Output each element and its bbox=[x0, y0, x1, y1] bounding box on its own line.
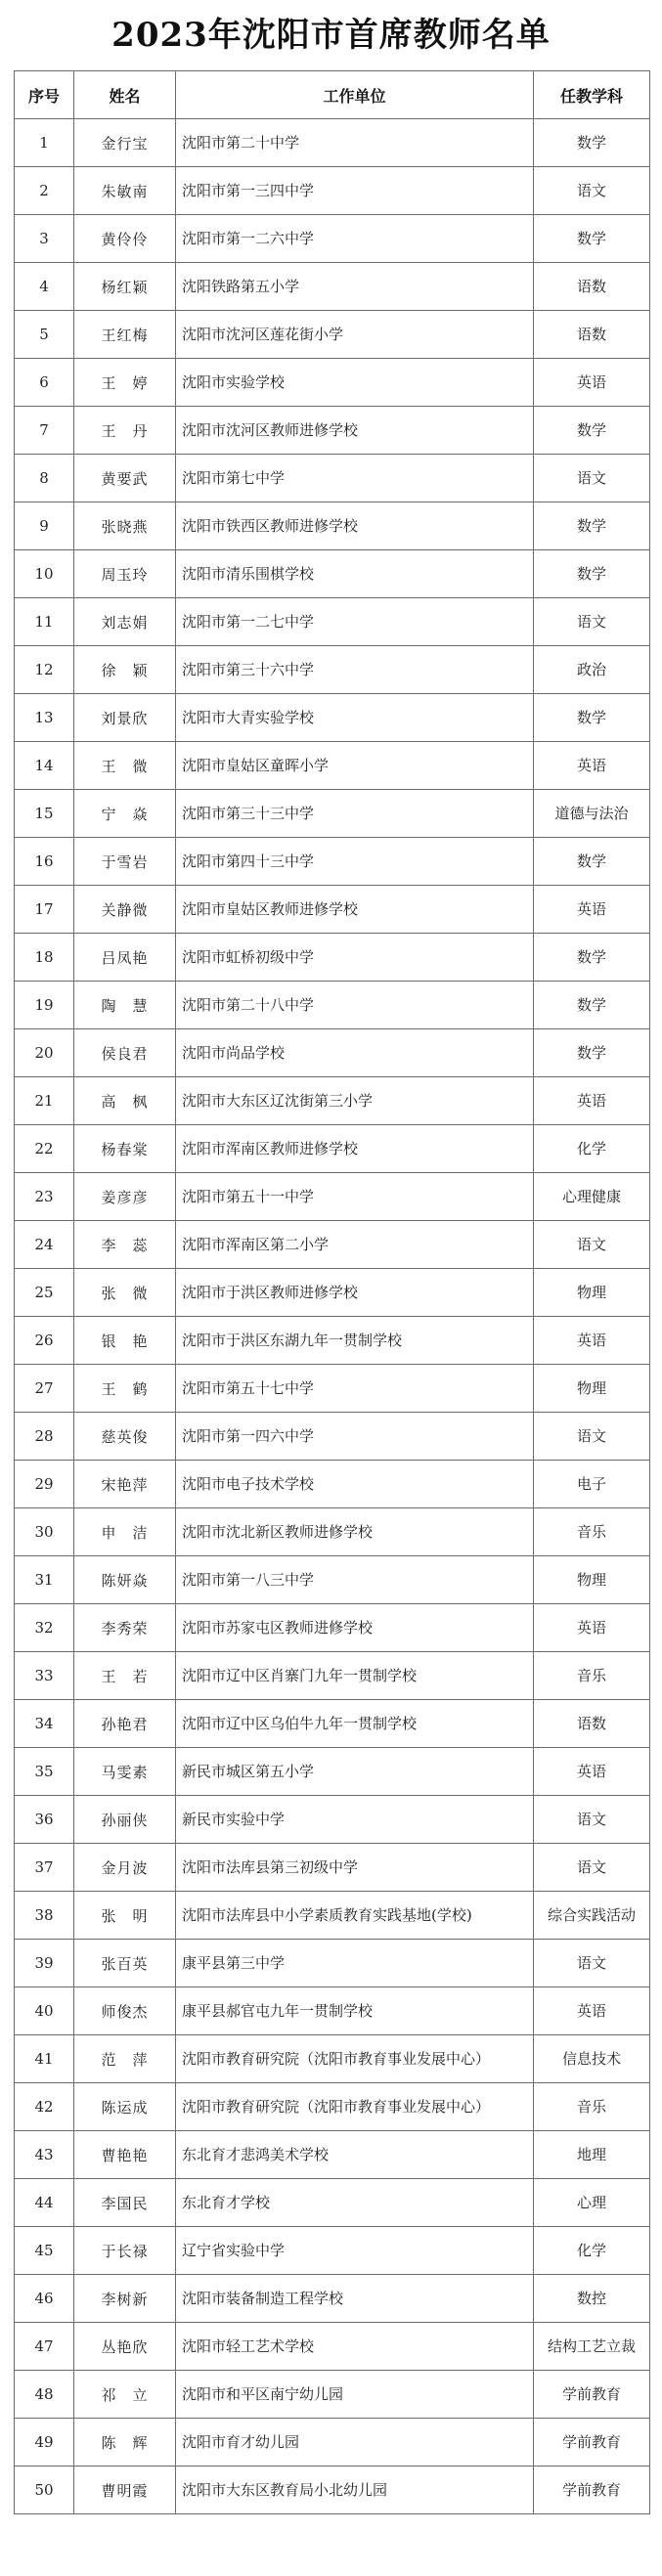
cell-teacher-name: 于长禄 bbox=[74, 2227, 176, 2275]
cell-workplace: 沈阳市轻工艺术学校 bbox=[176, 2323, 534, 2371]
cell-workplace: 沈阳市大青实验学校 bbox=[176, 694, 534, 742]
table-row bbox=[15, 838, 650, 886]
cell-number: 45 bbox=[15, 2227, 74, 2275]
table-row bbox=[15, 455, 650, 502]
cell-teacher-name: 杨春棠 bbox=[74, 1125, 176, 1173]
cell-number: 12 bbox=[15, 646, 74, 694]
cell-teacher-name: 范 萍 bbox=[74, 2035, 176, 2083]
cell-number: 5 bbox=[15, 311, 74, 359]
cell-subject: 化学 bbox=[534, 1125, 650, 1173]
cell-teacher-name: 宁 焱 bbox=[74, 790, 176, 838]
table-row bbox=[15, 1269, 650, 1317]
table-row bbox=[15, 886, 650, 934]
cell-workplace: 东北育才学校 bbox=[176, 2179, 534, 2227]
cell-subject: 数学 bbox=[534, 982, 650, 1029]
cell-number: 19 bbox=[15, 982, 74, 1029]
cell-workplace: 康平县第三中学 bbox=[176, 1940, 534, 1987]
table-row bbox=[15, 790, 650, 838]
cell-number: 49 bbox=[15, 2419, 74, 2467]
cell-number: 22 bbox=[15, 1125, 74, 1173]
cell-number: 17 bbox=[15, 886, 74, 934]
table-body bbox=[15, 119, 650, 2514]
cell-teacher-name: 曹艳艳 bbox=[74, 2131, 176, 2179]
cell-subject: 数学 bbox=[534, 119, 650, 167]
cell-number: 46 bbox=[15, 2275, 74, 2323]
teacher-roster-table bbox=[14, 70, 650, 2514]
cell-teacher-name: 张 微 bbox=[74, 1269, 176, 1317]
cell-subject: 英语 bbox=[534, 1077, 650, 1125]
cell-workplace: 沈阳市第一四六中学 bbox=[176, 1413, 534, 1461]
cell-teacher-name: 周玉玲 bbox=[74, 550, 176, 598]
table-row bbox=[15, 1604, 650, 1652]
table-row bbox=[15, 2227, 650, 2275]
cell-number: 26 bbox=[15, 1317, 74, 1365]
cell-workplace: 沈阳市尚品学校 bbox=[176, 1029, 534, 1077]
cell-teacher-name: 朱敏南 bbox=[74, 167, 176, 215]
cell-subject: 语文 bbox=[534, 598, 650, 646]
cell-teacher-name: 王 丹 bbox=[74, 407, 176, 455]
cell-workplace: 沈阳市第一二六中学 bbox=[176, 215, 534, 263]
cell-number: 10 bbox=[15, 550, 74, 598]
cell-number: 41 bbox=[15, 2035, 74, 2083]
cell-teacher-name: 关静微 bbox=[74, 886, 176, 934]
cell-teacher-name: 徐 颖 bbox=[74, 646, 176, 694]
cell-teacher-name: 金月波 bbox=[74, 1844, 176, 1892]
cell-teacher-name: 陶 慧 bbox=[74, 982, 176, 1029]
cell-subject: 综合实践活动 bbox=[534, 1892, 650, 1940]
cell-workplace: 沈阳市教育研究院（沈阳市教育事业发展中心） bbox=[176, 2083, 534, 2131]
cell-workplace: 沈阳市辽中区肖寨门九年一贯制学校 bbox=[176, 1652, 534, 1700]
cell-workplace: 沈阳市辽中区乌伯牛九年一贯制学校 bbox=[176, 1700, 534, 1748]
table-row bbox=[15, 646, 650, 694]
table-row bbox=[15, 2467, 650, 2514]
table-row bbox=[15, 1652, 650, 1700]
cell-number: 23 bbox=[15, 1173, 74, 1221]
table-row bbox=[15, 742, 650, 790]
cell-workplace: 沈阳市第二十八中学 bbox=[176, 982, 534, 1029]
column-header-subject: 任教学科 bbox=[534, 71, 650, 119]
cell-subject: 语文 bbox=[534, 1221, 650, 1269]
cell-teacher-name: 银 艳 bbox=[74, 1317, 176, 1365]
cell-teacher-name: 张百英 bbox=[74, 1940, 176, 1987]
cell-subject: 数学 bbox=[534, 838, 650, 886]
cell-subject: 英语 bbox=[534, 1604, 650, 1652]
cell-number: 4 bbox=[15, 263, 74, 311]
table-row bbox=[15, 119, 650, 167]
cell-teacher-name: 刘志娟 bbox=[74, 598, 176, 646]
table-row bbox=[15, 2419, 650, 2467]
cell-teacher-name: 李秀荣 bbox=[74, 1604, 176, 1652]
cell-workplace: 沈阳市育才幼儿园 bbox=[176, 2419, 534, 2467]
cell-number: 50 bbox=[15, 2467, 74, 2514]
table-row bbox=[15, 934, 650, 982]
cell-number: 1 bbox=[15, 119, 74, 167]
cell-number: 25 bbox=[15, 1269, 74, 1317]
table-row bbox=[15, 550, 650, 598]
cell-teacher-name: 黄要武 bbox=[74, 455, 176, 502]
cell-number: 44 bbox=[15, 2179, 74, 2227]
cell-workplace: 沈阳市虹桥初级中学 bbox=[176, 934, 534, 982]
table-row bbox=[15, 598, 650, 646]
cell-number: 20 bbox=[15, 1029, 74, 1077]
table-row bbox=[15, 1413, 650, 1461]
cell-workplace: 沈阳市于洪区东湖九年一贯制学校 bbox=[176, 1317, 534, 1365]
cell-number: 13 bbox=[15, 694, 74, 742]
cell-workplace: 沈阳市电子技术学校 bbox=[176, 1461, 534, 1508]
cell-teacher-name: 王 鹤 bbox=[74, 1365, 176, 1413]
cell-number: 48 bbox=[15, 2371, 74, 2419]
cell-teacher-name: 王 微 bbox=[74, 742, 176, 790]
cell-teacher-name: 孙艳君 bbox=[74, 1700, 176, 1748]
cell-teacher-name: 张 明 bbox=[74, 1892, 176, 1940]
cell-workplace: 沈阳市第一二七中学 bbox=[176, 598, 534, 646]
cell-teacher-name: 吕凤艳 bbox=[74, 934, 176, 982]
cell-workplace: 沈阳市沈河区教师进修学校 bbox=[176, 407, 534, 455]
cell-teacher-name: 祁 立 bbox=[74, 2371, 176, 2419]
table-row bbox=[15, 1077, 650, 1125]
cell-teacher-name: 李国民 bbox=[74, 2179, 176, 2227]
cell-number: 28 bbox=[15, 1413, 74, 1461]
table-row bbox=[15, 982, 650, 1029]
table-row bbox=[15, 502, 650, 550]
column-header-workplace: 工作单位 bbox=[176, 71, 534, 119]
cell-subject: 心理 bbox=[534, 2179, 650, 2227]
cell-number: 42 bbox=[15, 2083, 74, 2131]
cell-workplace: 沈阳市沈北新区教师进修学校 bbox=[176, 1508, 534, 1556]
cell-subject: 语数 bbox=[534, 263, 650, 311]
cell-teacher-name: 侯良君 bbox=[74, 1029, 176, 1077]
table-row bbox=[15, 1029, 650, 1077]
cell-teacher-name: 于雪岩 bbox=[74, 838, 176, 886]
cell-teacher-name: 申 洁 bbox=[74, 1508, 176, 1556]
cell-subject: 英语 bbox=[534, 1987, 650, 2035]
table-row bbox=[15, 1892, 650, 1940]
cell-subject: 语数 bbox=[534, 311, 650, 359]
cell-workplace: 沈阳市第四十三中学 bbox=[176, 838, 534, 886]
cell-workplace: 沈阳市实验学校 bbox=[176, 359, 534, 407]
cell-workplace: 沈阳市浑南区第二小学 bbox=[176, 1221, 534, 1269]
cell-teacher-name: 孙丽侠 bbox=[74, 1796, 176, 1844]
cell-subject: 物理 bbox=[534, 1269, 650, 1317]
cell-teacher-name: 陈运成 bbox=[74, 2083, 176, 2131]
cell-teacher-name: 杨红颖 bbox=[74, 263, 176, 311]
cell-number: 31 bbox=[15, 1556, 74, 1604]
cell-subject: 英语 bbox=[534, 886, 650, 934]
cell-number: 16 bbox=[15, 838, 74, 886]
cell-workplace: 沈阳铁路第五小学 bbox=[176, 263, 534, 311]
cell-number: 33 bbox=[15, 1652, 74, 1700]
table-header-row bbox=[15, 71, 650, 119]
table-row bbox=[15, 1556, 650, 1604]
cell-teacher-name: 李 蕊 bbox=[74, 1221, 176, 1269]
cell-subject: 地理 bbox=[534, 2131, 650, 2179]
cell-number: 8 bbox=[15, 455, 74, 502]
table-row bbox=[15, 1700, 650, 1748]
cell-workplace: 沈阳市第五十七中学 bbox=[176, 1365, 534, 1413]
cell-workplace: 康平县郝官屯九年一贯制学校 bbox=[176, 1987, 534, 2035]
table-row bbox=[15, 2179, 650, 2227]
cell-workplace: 沈阳市沈河区莲花街小学 bbox=[176, 311, 534, 359]
cell-number: 34 bbox=[15, 1700, 74, 1748]
cell-teacher-name: 姜彦彦 bbox=[74, 1173, 176, 1221]
cell-number: 47 bbox=[15, 2323, 74, 2371]
cell-subject: 数学 bbox=[534, 215, 650, 263]
table-row bbox=[15, 1461, 650, 1508]
cell-teacher-name: 丛艳欣 bbox=[74, 2323, 176, 2371]
table-row bbox=[15, 1748, 650, 1796]
cell-teacher-name: 曹明霞 bbox=[74, 2467, 176, 2514]
cell-workplace: 沈阳市于洪区教师进修学校 bbox=[176, 1269, 534, 1317]
cell-number: 30 bbox=[15, 1508, 74, 1556]
cell-number: 39 bbox=[15, 1940, 74, 1987]
cell-workplace: 沈阳市第一三四中学 bbox=[176, 167, 534, 215]
cell-teacher-name: 王 若 bbox=[74, 1652, 176, 1700]
table-row bbox=[15, 2083, 650, 2131]
cell-number: 14 bbox=[15, 742, 74, 790]
cell-teacher-name: 李树新 bbox=[74, 2275, 176, 2323]
cell-subject: 物理 bbox=[534, 1556, 650, 1604]
cell-workplace: 沈阳市第七中学 bbox=[176, 455, 534, 502]
table-row bbox=[15, 1508, 650, 1556]
cell-number: 3 bbox=[15, 215, 74, 263]
cell-workplace: 沈阳市皇姑区童晖小学 bbox=[176, 742, 534, 790]
cell-subject: 语文 bbox=[534, 455, 650, 502]
table-row bbox=[15, 1796, 650, 1844]
table-row bbox=[15, 1317, 650, 1365]
cell-subject: 语文 bbox=[534, 1940, 650, 1987]
cell-number: 38 bbox=[15, 1892, 74, 1940]
cell-workplace: 沈阳市苏家屯区教师进修学校 bbox=[176, 1604, 534, 1652]
cell-workplace: 沈阳市第二十中学 bbox=[176, 119, 534, 167]
table-row bbox=[15, 2323, 650, 2371]
cell-workplace: 沈阳市第三十六中学 bbox=[176, 646, 534, 694]
cell-subject: 英语 bbox=[534, 1748, 650, 1796]
cell-teacher-name: 马雯素 bbox=[74, 1748, 176, 1796]
table-row bbox=[15, 1844, 650, 1892]
cell-subject: 道德与法治 bbox=[534, 790, 650, 838]
cell-subject: 音乐 bbox=[534, 1652, 650, 1700]
cell-workplace: 东北育才悲鸿美术学校 bbox=[176, 2131, 534, 2179]
column-header-name: 姓名 bbox=[74, 71, 176, 119]
cell-teacher-name: 陈妍焱 bbox=[74, 1556, 176, 1604]
table-row bbox=[15, 311, 650, 359]
cell-number: 43 bbox=[15, 2131, 74, 2179]
table-row bbox=[15, 263, 650, 311]
cell-number: 24 bbox=[15, 1221, 74, 1269]
cell-subject: 语文 bbox=[534, 1844, 650, 1892]
cell-subject: 英语 bbox=[534, 359, 650, 407]
cell-workplace: 沈阳市装备制造工程学校 bbox=[176, 2275, 534, 2323]
table-row bbox=[15, 2371, 650, 2419]
table-row bbox=[15, 215, 650, 263]
cell-teacher-name: 师俊杰 bbox=[74, 1987, 176, 2035]
cell-workplace: 沈阳市大东区辽沈街第三小学 bbox=[176, 1077, 534, 1125]
cell-workplace: 沈阳市第一八三中学 bbox=[176, 1556, 534, 1604]
table-row bbox=[15, 694, 650, 742]
cell-subject: 数学 bbox=[534, 934, 650, 982]
cell-subject: 数学 bbox=[534, 502, 650, 550]
cell-subject: 语数 bbox=[534, 1700, 650, 1748]
cell-subject: 音乐 bbox=[534, 1508, 650, 1556]
cell-workplace: 新民市城区第五小学 bbox=[176, 1748, 534, 1796]
cell-number: 7 bbox=[15, 407, 74, 455]
cell-number: 35 bbox=[15, 1748, 74, 1796]
cell-subject: 化学 bbox=[534, 2227, 650, 2275]
cell-number: 29 bbox=[15, 1461, 74, 1508]
cell-teacher-name: 张晓燕 bbox=[74, 502, 176, 550]
cell-subject: 英语 bbox=[534, 742, 650, 790]
cell-number: 37 bbox=[15, 1844, 74, 1892]
cell-workplace: 沈阳市教育研究院（沈阳市教育事业发展中心） bbox=[176, 2035, 534, 2083]
cell-subject: 音乐 bbox=[534, 2083, 650, 2131]
cell-subject: 数学 bbox=[534, 407, 650, 455]
cell-teacher-name: 高 枫 bbox=[74, 1077, 176, 1125]
cell-subject: 语文 bbox=[534, 1796, 650, 1844]
cell-workplace: 沈阳市法库县中小学素质教育实践基地(学校) bbox=[176, 1892, 534, 1940]
cell-teacher-name: 宋艳萍 bbox=[74, 1461, 176, 1508]
cell-teacher-name: 黄伶伶 bbox=[74, 215, 176, 263]
cell-subject: 数学 bbox=[534, 694, 650, 742]
cell-workplace: 新民市实验中学 bbox=[176, 1796, 534, 1844]
table-row bbox=[15, 2275, 650, 2323]
cell-subject: 信息技术 bbox=[534, 2035, 650, 2083]
cell-number: 15 bbox=[15, 790, 74, 838]
table-row bbox=[15, 359, 650, 407]
cell-workplace: 沈阳市浑南区教师进修学校 bbox=[176, 1125, 534, 1173]
cell-subject: 数控 bbox=[534, 2275, 650, 2323]
cell-number: 27 bbox=[15, 1365, 74, 1413]
cell-subject: 物理 bbox=[534, 1365, 650, 1413]
cell-number: 11 bbox=[15, 598, 74, 646]
cell-number: 2 bbox=[15, 167, 74, 215]
cell-number: 40 bbox=[15, 1987, 74, 2035]
cell-teacher-name: 王红梅 bbox=[74, 311, 176, 359]
cell-subject: 学前教育 bbox=[534, 2467, 650, 2514]
cell-workplace: 沈阳市和平区南宁幼儿园 bbox=[176, 2371, 534, 2419]
cell-subject: 英语 bbox=[534, 1317, 650, 1365]
cell-subject: 学前教育 bbox=[534, 2371, 650, 2419]
table-row bbox=[15, 1365, 650, 1413]
cell-teacher-name: 王 婷 bbox=[74, 359, 176, 407]
cell-number: 18 bbox=[15, 934, 74, 982]
table-row bbox=[15, 407, 650, 455]
cell-teacher-name: 陈 辉 bbox=[74, 2419, 176, 2467]
cell-subject: 语文 bbox=[534, 1413, 650, 1461]
cell-subject: 心理健康 bbox=[534, 1173, 650, 1221]
table-row bbox=[15, 1125, 650, 1173]
column-header-number: 序号 bbox=[15, 71, 74, 119]
cell-workplace: 辽宁省实验中学 bbox=[176, 2227, 534, 2275]
table-row bbox=[15, 1221, 650, 1269]
cell-teacher-name: 慈英俊 bbox=[74, 1413, 176, 1461]
cell-teacher-name: 金行宝 bbox=[74, 119, 176, 167]
cell-workplace: 沈阳市皇姑区教师进修学校 bbox=[176, 886, 534, 934]
cell-number: 9 bbox=[15, 502, 74, 550]
cell-number: 21 bbox=[15, 1077, 74, 1125]
cell-subject: 电子 bbox=[534, 1461, 650, 1508]
table-row bbox=[15, 1987, 650, 2035]
cell-subject: 数学 bbox=[534, 1029, 650, 1077]
cell-workplace: 沈阳市第三十三中学 bbox=[176, 790, 534, 838]
table-row bbox=[15, 2035, 650, 2083]
table-row bbox=[15, 2131, 650, 2179]
cell-number: 32 bbox=[15, 1604, 74, 1652]
cell-teacher-name: 刘景欣 bbox=[74, 694, 176, 742]
cell-number: 6 bbox=[15, 359, 74, 407]
cell-workplace: 沈阳市大东区教育局小北幼儿园 bbox=[176, 2467, 534, 2514]
cell-workplace: 沈阳市第五十一中学 bbox=[176, 1173, 534, 1221]
cell-subject: 学前教育 bbox=[534, 2419, 650, 2467]
cell-subject: 数学 bbox=[534, 550, 650, 598]
cell-workplace: 沈阳市法库县第三初级中学 bbox=[176, 1844, 534, 1892]
table-row bbox=[15, 1940, 650, 1987]
cell-workplace: 沈阳市清乐围棋学校 bbox=[176, 550, 534, 598]
page-title: 2023年沈阳市首席教师名单 bbox=[111, 16, 551, 55]
cell-subject: 语文 bbox=[534, 167, 650, 215]
cell-subject: 政治 bbox=[534, 646, 650, 694]
cell-subject: 结构工艺立裁 bbox=[534, 2323, 650, 2371]
table-row bbox=[15, 1173, 650, 1221]
table-row bbox=[15, 167, 650, 215]
cell-workplace: 沈阳市铁西区教师进修学校 bbox=[176, 502, 534, 550]
cell-number: 36 bbox=[15, 1796, 74, 1844]
